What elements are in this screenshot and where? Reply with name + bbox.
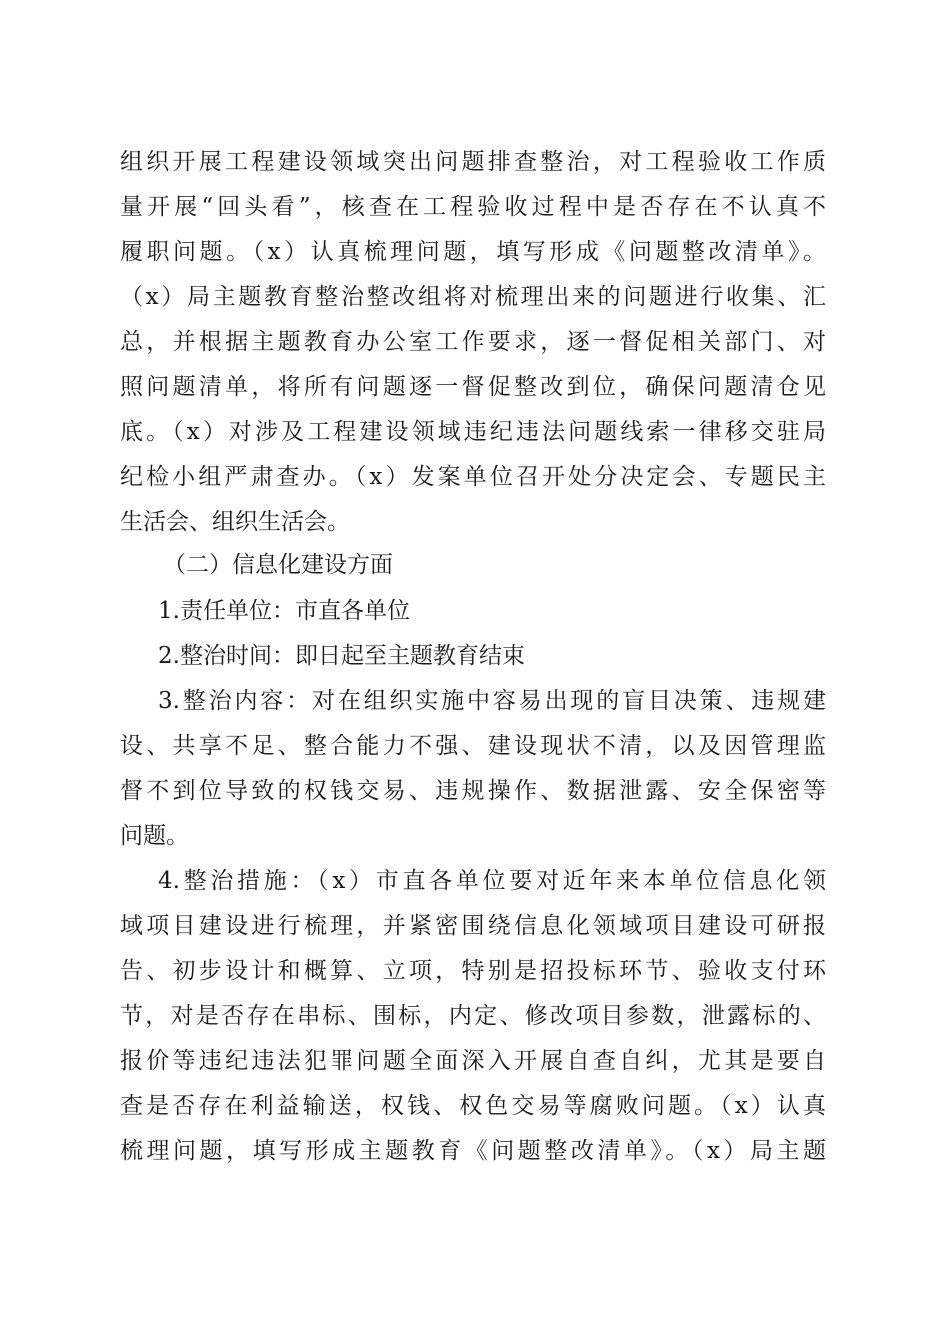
item-4-line-4: 节，对是否存在串标、围标，内定、修改项目参数，泄露标的、 [120, 1003, 826, 1029]
para1-line-2: 量开展“回头看”，核查在工程验收过程中是否存在不认真不 [120, 194, 826, 220]
item-4-line-2: 域项目建设进行梳理，并紧密围绕信息化领域项目建设可研报 [120, 913, 826, 939]
item-4-line-1: 4.整治措施：（x）市直各单位要对近年来本单位信息化领 [158, 868, 826, 894]
item-3-line-2: 设、共享不足、整合能力不强、建设现状不清，以及因管理监 [120, 733, 826, 759]
item-4-line-6: 查是否存在利益输送，权钱、权色交易等腐败问题。（x）认真 [120, 1093, 826, 1119]
para1-line-3: 履职问题。（x）认真梳理问题，填写形成《问题整改清单》。 [120, 239, 826, 265]
item-4-line-3: 告、初步设计和概算、立项，特别是招投标环节、验收支付环 [120, 958, 826, 984]
item-2: 2.整治时间：即日起至主题教育结束 [158, 643, 525, 669]
para1-line-5: 总，并根据主题教育办公室工作要求，逐一督促相关部门、对 [120, 329, 826, 355]
section-heading: （二）信息化建设方面 [163, 552, 393, 578]
item-3-line-4: 问题。 [120, 823, 189, 849]
item-4-line-5: 报价等违纪违法犯罪问题全面深入开展自查自纠，尤其是要自 [120, 1048, 826, 1074]
item-1: 1.责任单位：市直各单位 [158, 598, 410, 624]
para1-line-9: 生活会、组织生活会。 [120, 509, 350, 535]
para1-line-1: 组织开展工程建设领域突出问题排查整治，对工程验收工作质 [120, 149, 826, 175]
item-3-line-3: 督不到位导致的权钱交易、违规操作、数据泄露、安全保密等 [120, 778, 826, 804]
item-3-line-1: 3.整治内容：对在组织实施中容易出现的盲目决策、违规建 [158, 688, 826, 714]
para1-line-8: 纪检小组严肃查办。（x）发案单位召开处分决定会、专题民主 [120, 464, 826, 490]
item-4-line-7: 梳理问题，填写形成主题教育《问题整改清单》。（x）局主题 [120, 1138, 826, 1164]
para1-line-6: 照问题清单，将所有问题逐一督促整改到位，确保问题清仓见 [120, 374, 826, 400]
para1-line-4: （x）局主题教育整治整改组将对梳理出来的问题进行收集、汇 [120, 284, 826, 310]
para1-line-7: 底。（x）对涉及工程建设领域违纪违法问题线索一律移交驻局 [120, 419, 826, 445]
